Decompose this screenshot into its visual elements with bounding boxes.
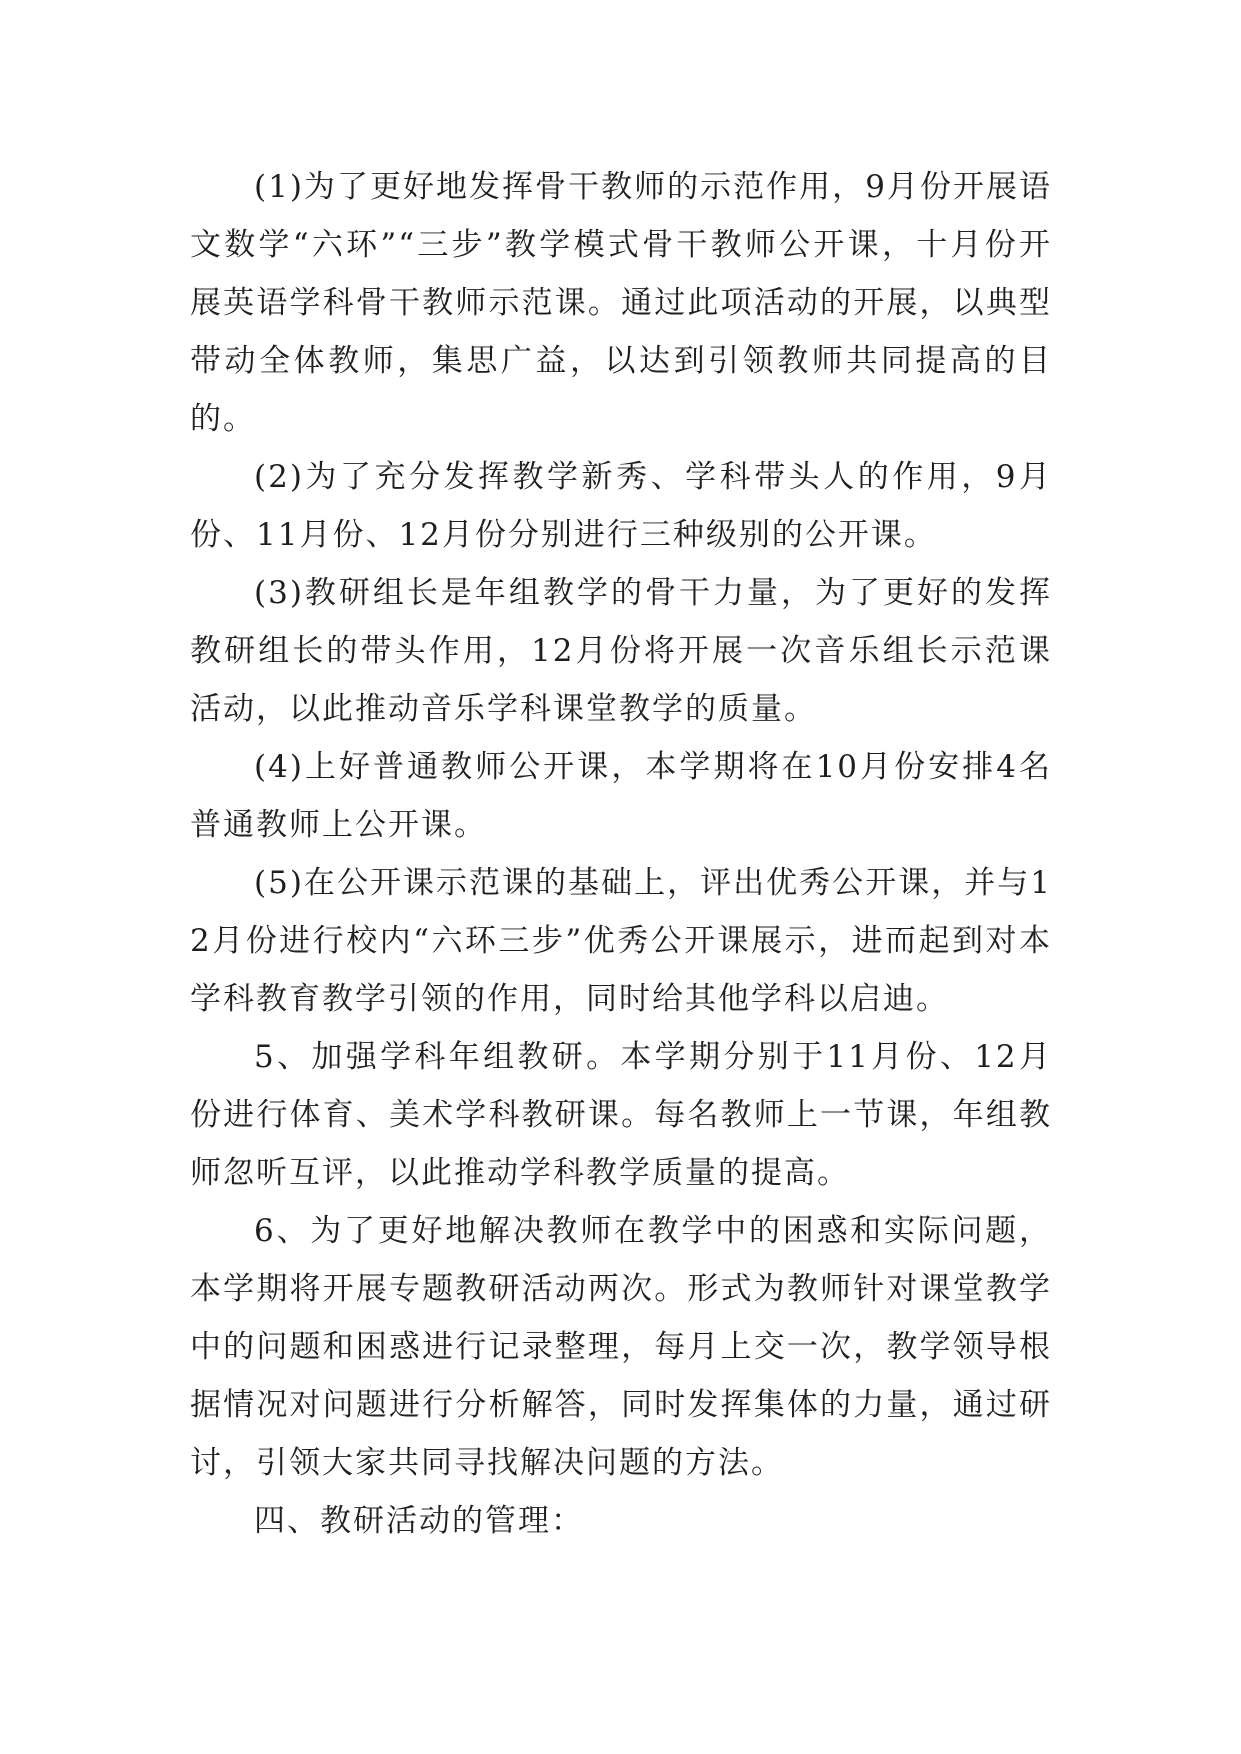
section-heading: 四、教研活动的管理： [254, 1503, 584, 1539]
paragraph-6: 5、加强学科年组教研。本学期分别于11月份、12月份进行体育、美术学科教研课。每名教师上一节课，年组教师忽听互评，以此推动学科教学质量的提高。 [190, 1039, 1052, 1191]
paragraph-1: (1)为了更好地发挥骨干教师的示范作用，9月份开展语文数学“六环”“三步”教学模式骨干教师公开课，十月份开展英语学科骨干教师示范课。通过此项活动的开展，以典型带动全体教师，集思广益，以达到引领教师共同提高的目的。 [190, 169, 1052, 437]
paragraph-5: (5)在公开课示范课的基础上，评出优秀公开课，并与12月份进行校内“六环三步”优秀公开课展示，进而起到对本学科教育教学引领的作用，同时给其他学科以启迪。 [190, 865, 1052, 1017]
paragraph-4: (4)上好普通教师公开课，本学期将在10月份安排4名普通教师上公开课。 [190, 749, 1052, 843]
paragraph-3: (3)教研组长是年组教学的骨干力量，为了更好的发挥教研组长的带头作用，12月份将开展一次音乐组长示范课活动，以此推动音乐学科课堂教学的质量。 [190, 575, 1052, 727]
paragraph-7: 6、为了更好地解决教师在教学中的困惑和实际问题，本学期将开展专题教研活动两次。形式为教师针对课堂教学中的问题和困惑进行记录整理，每月上交一次，教学领导根据情况对问题进行分析解答，同时发挥集体的力量，通过研讨，引领大家共同寻找解决问题的方法。 [190, 1213, 1052, 1481]
paragraph-2: (2)为了充分发挥教学新秀、学科带头人的作用，9月份、11月份、12月份分别进行三种级别的公开课。 [190, 459, 1052, 553]
document-body [190, 158, 1052, 1550]
